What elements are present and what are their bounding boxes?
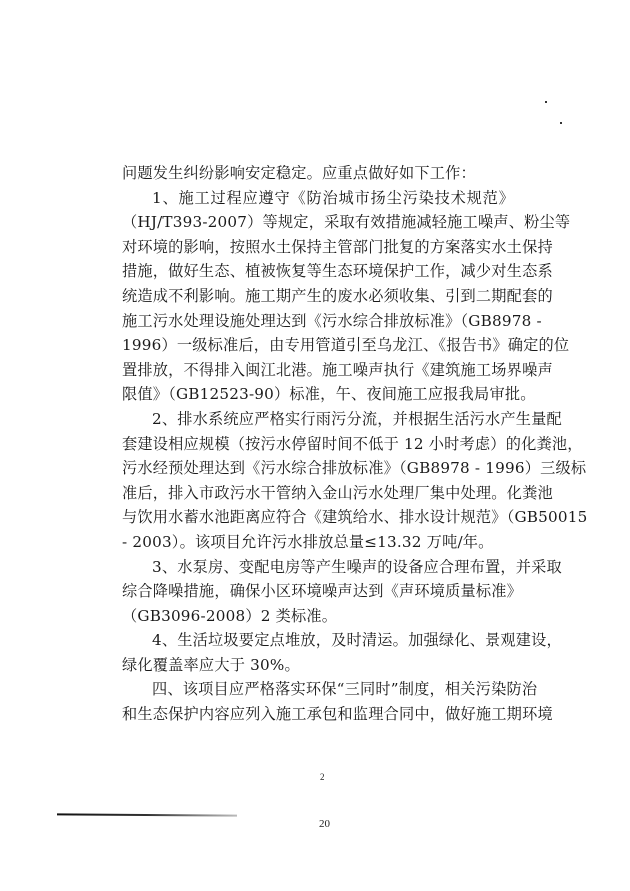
text-line: 和生态保护内容应列入施工承包和监理合同中，做好施工期环境 [122,705,553,724]
scan-speck [560,122,562,124]
text-line: 1996）一级标准后，由专用管道引至乌龙江、《报告书》确定的位 [122,336,570,355]
text-line: 问题发生纠纷影响安定稳定。应重点做好如下工作： [122,164,476,182]
text-line: 1、施工过程应遵守《防治城市扬尘污染技术规范》 [152,188,514,207]
inner-page-number: 2 [320,772,325,782]
text-line: - 2003）。该项目允许污水排放总量≤13.32 万吨/年。 [122,532,494,551]
text-line: 置排放，不得排入闽江北港。施工噪声执行《建筑施工场界噪声 [122,360,553,379]
text-line: 施工污水处理设施处理达到《污水综合排放标准》（GB8978 - [122,311,542,330]
text-line: 对环境的影响，按照水土保持主管部门批复的方案落实水土保持 [122,237,553,256]
text-line: 套建设相应规模（按污水停留时间不低于 12 小时考虑）的化粪池， [122,434,583,453]
text-line: 措施，做好生态、植被恢复等生态环境保护工作，减少对生态系 [122,262,553,281]
text-line: 准后，排入市政污水干管纳入金山污水处理厂集中处理。化粪池 [122,483,553,502]
text-line: 3、水泵房、变配电房等产生噪声的设备应合理布置，并采取 [152,557,562,576]
text-line: 4、生活垃圾要定点堆放，及时清运。加强绿化、景观建设， [152,631,562,650]
text-line: 综合降噪措施，确保小区环境噪声达到《声环境质量标准》 [122,582,523,601]
text-line: 绿化覆盖率应大于 30%。 [122,655,300,674]
text-line: 2、排水系统应严格实行雨污分流，并根据生活污水产生量配 [152,409,562,428]
text-line: 与饮用水蓄水池距离应符合《建筑给水、排水设计规范》（GB50015 [122,508,588,527]
text-line: 限值》（GB12523-90）标准，午、夜间施工应报我局审批。 [122,385,536,404]
scan-speck [545,101,547,103]
text-line: 统造成不利影响。施工期产生的废水必须收集、引到二期配套的 [122,286,553,305]
text-line: 四、该项目应严格落实环保“三同时”制度，相关污染防治 [152,680,538,699]
outer-page-number: 20 [319,818,330,830]
text-line: （HJ/T393-2007）等规定，采取有效措施减轻施工噪声、粉尘等 [122,213,571,232]
footer-rule [57,813,237,816]
document-body [122,161,588,727]
text-line: 污水经预处理达到《污水综合排放标准》（GB8978 - 1996）三级标 [122,459,587,478]
text-line: （GB3096-2008）2 类标准。 [122,606,338,625]
